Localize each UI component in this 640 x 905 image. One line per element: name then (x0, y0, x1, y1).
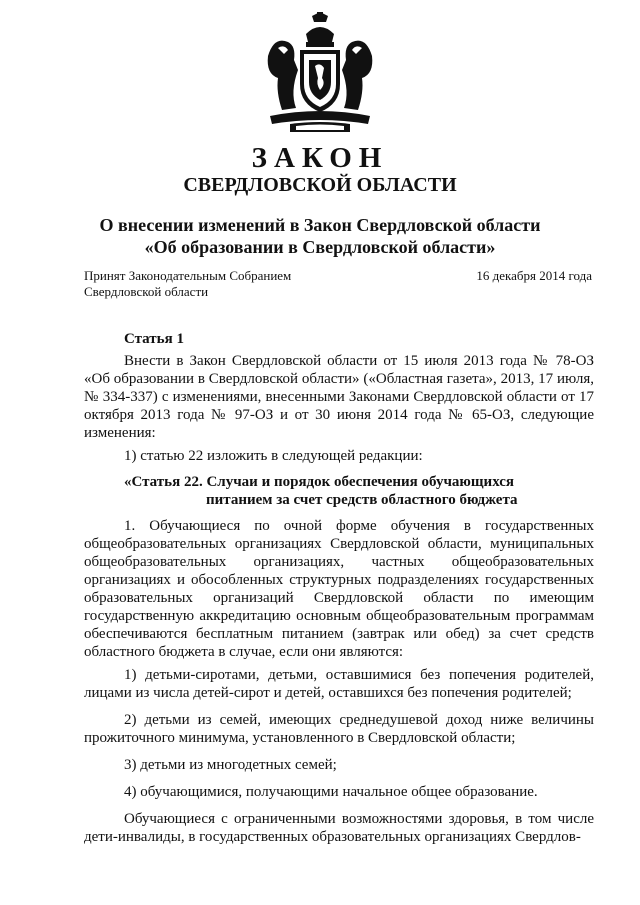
point-1: 1) статью 22 изложить в следующей редакции: (124, 448, 423, 464)
article-title: Статья 1 (124, 331, 184, 347)
adopted-by (84, 268, 291, 300)
law-subtitle (0, 214, 640, 258)
paragraph-1: 1. Обучающиеся по очной форме обучения в государственных общеобразовательных организациях Свердловской области, муниципальных общеобразовательных организациях, частных общеобразовательных организациях и обособленных структурных подразделениях государственных образовательных организаций Свердловской области по имеющим государственную аккредитацию основным общеобразовательным программам обеспечиваются бесплатным питанием (завтрак или обед) за счет средств областного бюджета в случае, если они являются: (84, 518, 594, 660)
adopted-line-2: Свердловской области (84, 284, 209, 299)
law-body (84, 330, 594, 846)
coat-of-arms-emblem (260, 12, 380, 134)
subtitle-line-2: «Об образовании в Свердловской области» (144, 237, 496, 257)
region-heading: СВЕРДЛОВСКОЙ ОБЛАСТИ (183, 174, 457, 196)
paragraph-2: Обучающиеся с ограниченными возможностями здоровья, в том числе дети-инвалиды, в государственных образовательных организациях Свердлов- (84, 811, 594, 845)
adoption-date: 16 декабря 2014 года (476, 268, 592, 283)
sub-item-2: 2) детьми из семей, имеющих среднедушевой доход ниже величины прожиточного минимума, установленного в Свердловской области; (84, 712, 594, 746)
sub-item-3: 3) детьми из многодетных семей; (124, 757, 337, 773)
sub-item-4: 4) обучающимися, получающими начальное общее образование. (124, 784, 538, 800)
sub-item-1: 1) детьми-сиротами, детьми, оставшимися без попечения родителей, лицами из числа детей-сирот и детей, оставшихся без попечения родителей; (84, 667, 594, 701)
new-article-heading-line-2: питанием за счет средств областного бюджета (206, 492, 518, 508)
adopted-line-1: Принят Законодательным Собранием (84, 268, 292, 283)
subtitle-line-1: О внесении изменений в Закон Свердловской области (99, 215, 541, 235)
intro-paragraph: Внести в Закон Свердловской области от 15 июля 2013 года № 78-ОЗ «Об образовании в Свердловской области» («Областная газета», 2013, 17 июля, № 334-337) с изменениями, внесенными Законами Свердловской области от 17 октября 2013 года № 97-ОЗ и от 30 июня 2014 года № 65-ОЗ, следующие изменения: (84, 353, 594, 441)
new-article-heading-line-1: «Статья 22. Случаи и порядок обеспечения обучающихся (124, 474, 515, 490)
law-heading: ЗАКОН (251, 142, 389, 174)
new-article-heading (84, 473, 594, 509)
